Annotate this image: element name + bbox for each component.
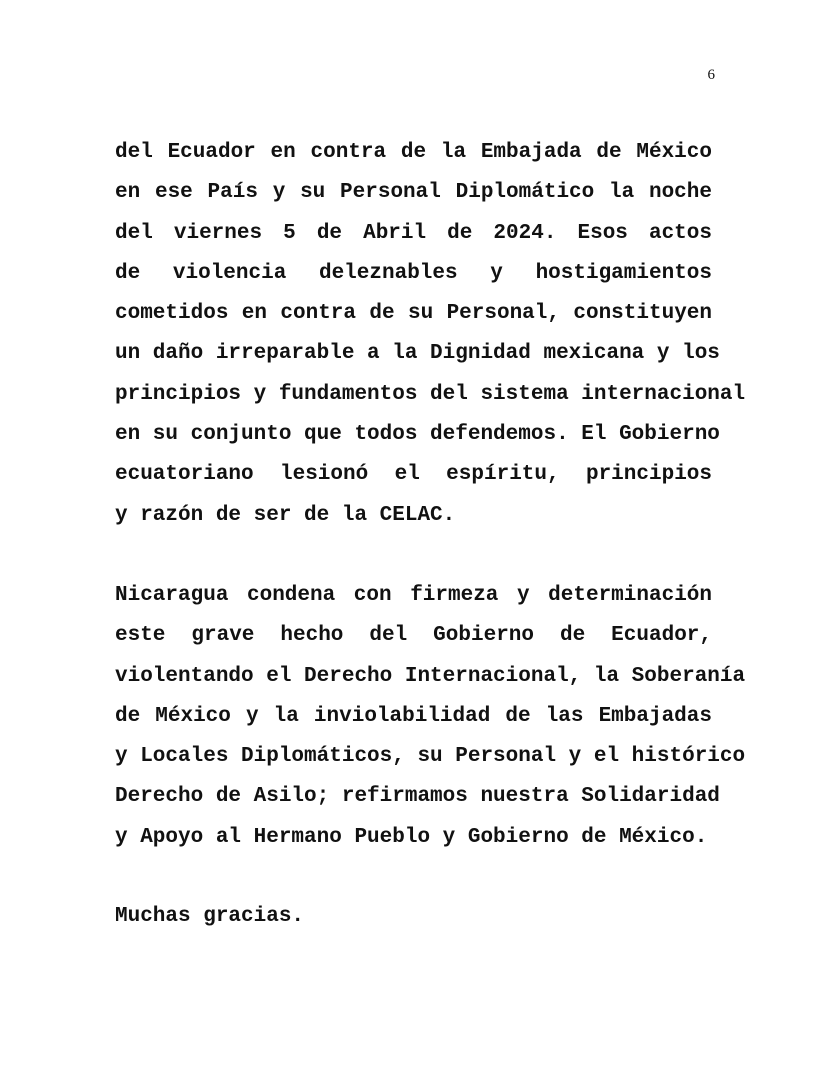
text-line: en su conjunto que todos defendemos. El Gobierno	[115, 423, 720, 447]
text-line: del Ecuador en contra de la Embajada de México	[115, 141, 712, 164]
text-line: este grave hecho del Gobierno de Ecuador,	[115, 624, 712, 648]
paragraph-2	[115, 576, 746, 858]
text-line: de violencia deleznables y hostigamientos	[115, 261, 712, 285]
text-line: y Locales Diplomáticos, su Personal y el histórico	[115, 745, 746, 769]
text-line: y razón de ser de la CELAC.	[115, 503, 456, 527]
text-line: Nicaragua condena con firmeza y determinación	[115, 584, 712, 607]
text-line: un daño irreparable a la Dignidad mexicana y los	[115, 342, 720, 366]
text-line: de México y la inviolabilidad de las Embajadas	[115, 704, 712, 728]
text-line: ecuatoriano lesionó el espíritu, principios	[115, 463, 712, 487]
closing-line	[115, 897, 712, 937]
text-line: violentando el Derecho Internacional, la Soberanía	[115, 664, 746, 688]
text-line: del viernes 5 de Abril de 2024. Esos actos	[115, 221, 712, 245]
text-line: principios y fundamentos del sistema internacional	[115, 382, 746, 406]
closing-text: Muchas gracias.	[115, 905, 305, 928]
paragraph-1	[115, 133, 746, 536]
text-line: cometidos en contra de su Personal, constituyen	[115, 302, 712, 326]
text-line: en ese País y su Personal Diplomático la noche	[115, 181, 712, 205]
text-line: y Apoyo al Hermano Pueblo y Gobierno de México.	[115, 825, 708, 849]
page-number: 6	[707, 67, 715, 83]
text-line: Derecho de Asilo; refirmamos nuestra Solidaridad	[115, 785, 720, 809]
